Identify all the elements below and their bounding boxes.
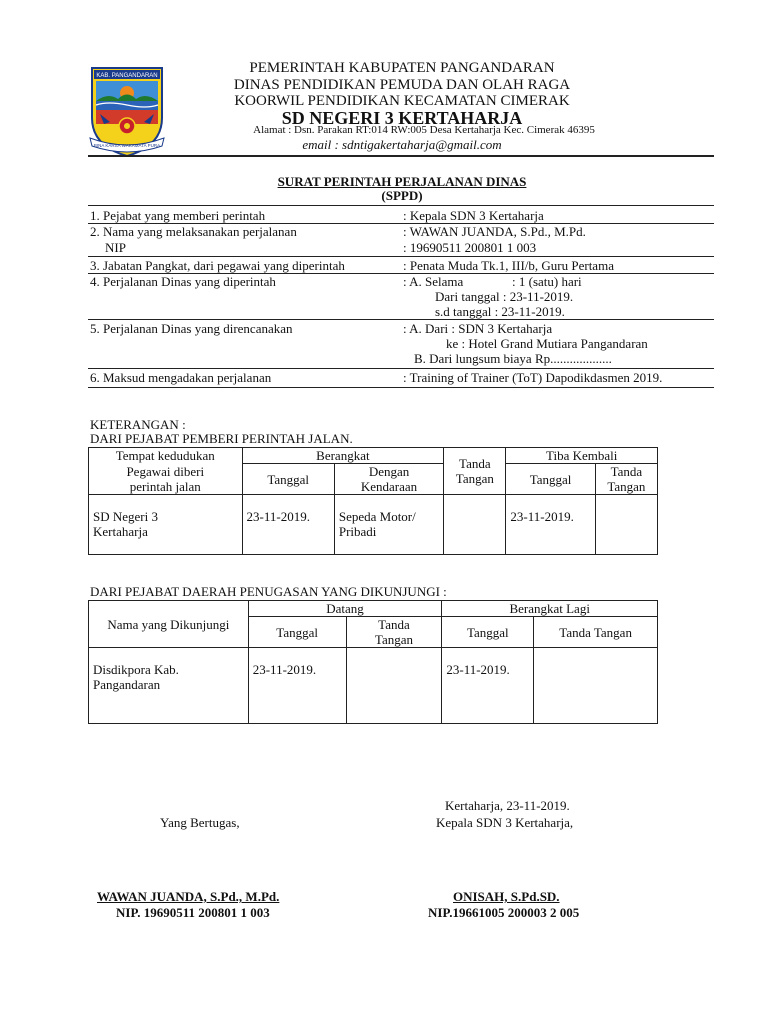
cell-tempat-line-1: SD Negeri 3 bbox=[93, 509, 158, 524]
item-4-value-2: Dari tanggal : 23-11-2019. bbox=[435, 289, 574, 304]
logo-ribbon-text: BINA KARSA WAKAMATA PURA bbox=[93, 143, 161, 148]
item-4-label: 4. Perjalanan Dinas yang diperintah bbox=[90, 274, 276, 289]
left-signer-name: WAWAN JUANDA, S.Pd., M.Pd. bbox=[97, 889, 280, 904]
th-pegawai-line-1: Pegawai diberi bbox=[126, 463, 205, 479]
cell-tanda-tangan-berangkat-lagi-empty bbox=[534, 648, 658, 724]
document-subtitle: (SPPD) bbox=[381, 188, 423, 203]
th-tanda-line: Tanda bbox=[459, 456, 491, 471]
school-email: email : sdntigakertaharja@gmail.com bbox=[302, 137, 502, 152]
th-pegawai bbox=[89, 464, 243, 495]
right-signer-title: Kepala SDN 3 Kertaharja, bbox=[436, 815, 574, 830]
item-2-nip-value: : 19690511 200801 1 003 bbox=[403, 240, 537, 255]
left-signer-title: Yang Bertugas, bbox=[160, 815, 240, 830]
th-tanggal-berangkat-lagi: Tanggal bbox=[442, 617, 534, 648]
items-bottom-rule bbox=[88, 387, 714, 388]
item-rule bbox=[88, 319, 714, 320]
cell-tanda-tangan-tiba-empty bbox=[595, 495, 657, 555]
right-signer-name: ONISAH, S.Pd.SD. bbox=[453, 889, 560, 904]
item-rule bbox=[88, 256, 714, 257]
th-kendaraan bbox=[334, 464, 443, 495]
items-top-rule bbox=[88, 205, 714, 206]
th-tanggal-datang: Tanggal bbox=[248, 617, 346, 648]
item-5-value-1: : A. Dari : SDN 3 Kertaharja bbox=[403, 321, 553, 336]
cell-tanda-tangan-datang-empty bbox=[346, 648, 442, 724]
cell-tanggal-datang: 23-11-2019. bbox=[248, 648, 346, 724]
place-date: Kertaharja, 23-11-2019. bbox=[445, 798, 570, 813]
th-tanda-line: Tanda bbox=[378, 617, 410, 632]
item-2-value: : WAWAN JUANDA, S.Pd., M.Pd. bbox=[403, 224, 586, 239]
item-3-label: 3. Jabatan Pangkat, dari pegawai yang diperintah bbox=[90, 258, 345, 273]
th-pegawai-line-2: perintah jalan bbox=[129, 478, 201, 494]
item-5-label: 5. Perjalanan Dinas yang direncanakan bbox=[90, 321, 293, 336]
header-line-1: PEMERINTAH KABUPATEN PANGANDARAN bbox=[249, 60, 555, 76]
cell-kendaraan-line-1: Sepeda Motor/ bbox=[338, 509, 416, 524]
header-line-3: KOORWIL PENDIDIKAN KECAMATAN CIMERAK bbox=[234, 93, 570, 109]
item-1-label: 1. Pejabat yang memberi perintah bbox=[90, 208, 266, 223]
item-3-value: : Penata Muda Tk.1, III/b, Guru Pertama bbox=[403, 258, 614, 273]
th-tempat: Tempat kedudukan bbox=[89, 448, 243, 464]
item-4-value-1: : A. Selama bbox=[403, 274, 464, 289]
header-line-2: DINAS PENDIDIKAN PEMUDA DAN OLAH RAGA bbox=[233, 77, 571, 93]
cell-tanda-tangan-empty bbox=[444, 495, 506, 555]
cell-tanggal-berangkat: 23-11-2019. bbox=[242, 495, 334, 555]
left-signer-nip: NIP. 19690511 200801 1 003 bbox=[116, 905, 270, 920]
school-address: Alamat : Dsn. Parakan RT:014 RW:005 Desa Kertaharja Kec. Cimerak 46395 bbox=[253, 124, 595, 136]
cell-tempat bbox=[89, 495, 243, 555]
th-berangkat: Berangkat bbox=[242, 448, 444, 464]
th-tanggal-tiba: Tanggal bbox=[506, 464, 595, 495]
th-tanda-tangan bbox=[444, 448, 506, 495]
item-2-nip-label: NIP bbox=[105, 240, 126, 255]
keterangan-label: KETERANGAN : bbox=[90, 417, 186, 432]
th-berangkat-lagi: Berangkat Lagi bbox=[442, 601, 658, 617]
logo-top-text: KAB. PANGANDARAN bbox=[96, 73, 158, 79]
th-tangan-line: Tangan bbox=[374, 632, 413, 647]
th-tanggal: Tanggal bbox=[242, 464, 334, 495]
cell-nama-dikunjungi bbox=[89, 648, 249, 724]
cell-tanggal-berangkat-lagi: 23-11-2019. bbox=[442, 648, 534, 724]
header-rule bbox=[88, 155, 714, 157]
table-daerah-penugasan bbox=[88, 600, 658, 724]
cell-kendaraan-line-2: Pribadi bbox=[338, 524, 377, 539]
item-6-label: 6. Maksud mengadakan perjalanan bbox=[90, 370, 272, 385]
school-name: SD NEGERI 3 KERTAHARJA bbox=[281, 108, 523, 128]
th-nama-dikunjungi: Nama yang Dikunjungi bbox=[89, 601, 249, 648]
th-tangan-line: Tangan bbox=[455, 471, 494, 486]
th-tanda-tangan-datang bbox=[346, 617, 442, 648]
cell-nama-line-1: Disdikpora Kab. bbox=[93, 662, 179, 677]
th-datang: Datang bbox=[248, 601, 442, 617]
cell-nama-line-2: Pangandaran bbox=[93, 677, 161, 692]
item-5-value-3: B. Dari lungsum biaya Rp................... bbox=[414, 351, 612, 366]
th-dengan-line: Dengan bbox=[368, 464, 410, 479]
th-tangan-line: Tangan bbox=[607, 479, 646, 494]
th-tanda-tangan-tiba bbox=[595, 464, 657, 495]
item-4-value-1b: : 1 (satu) hari bbox=[512, 274, 582, 289]
item-4-value-3: s.d tanggal : 23-11-2019. bbox=[435, 304, 565, 319]
th-kendaraan-line: Kendaraan bbox=[360, 479, 418, 494]
item-1-value: : Kepala SDN 3 Kertaharja bbox=[403, 208, 544, 223]
cell-kendaraan bbox=[334, 495, 443, 555]
cell-tanggal-tiba: 23-11-2019. bbox=[506, 495, 595, 555]
section-1-heading: DARI PEJABAT PEMBERI PERINTAH JALAN. bbox=[90, 431, 353, 446]
item-6-value: : Training of Trainer (ToT) Dapodikdasmen 2019. bbox=[403, 370, 663, 385]
item-2-label: 2. Nama yang melaksanakan perjalanan bbox=[90, 224, 297, 239]
item-5-value-2: ke : Hotel Grand Mutiara Pangandaran bbox=[446, 336, 648, 351]
cell-tempat-line-2: Kertaharja bbox=[93, 524, 148, 539]
section-2-heading: DARI PEJABAT DAERAH PENUGASAN YANG DIKUNJUNGI : bbox=[90, 584, 447, 599]
table-pemberi-perintah bbox=[88, 447, 658, 555]
item-rule bbox=[88, 368, 714, 369]
document-title: SURAT PERINTAH PERJALANAN DINAS bbox=[277, 174, 527, 189]
th-tanda-line: Tanda bbox=[610, 464, 643, 479]
th-tiba-kembali: Tiba Kembali bbox=[506, 448, 658, 464]
right-signer-nip: NIP.19661005 200003 2 005 bbox=[428, 905, 580, 920]
th-tanda-tangan-berangkat-lagi: Tanda Tangan bbox=[534, 617, 658, 648]
